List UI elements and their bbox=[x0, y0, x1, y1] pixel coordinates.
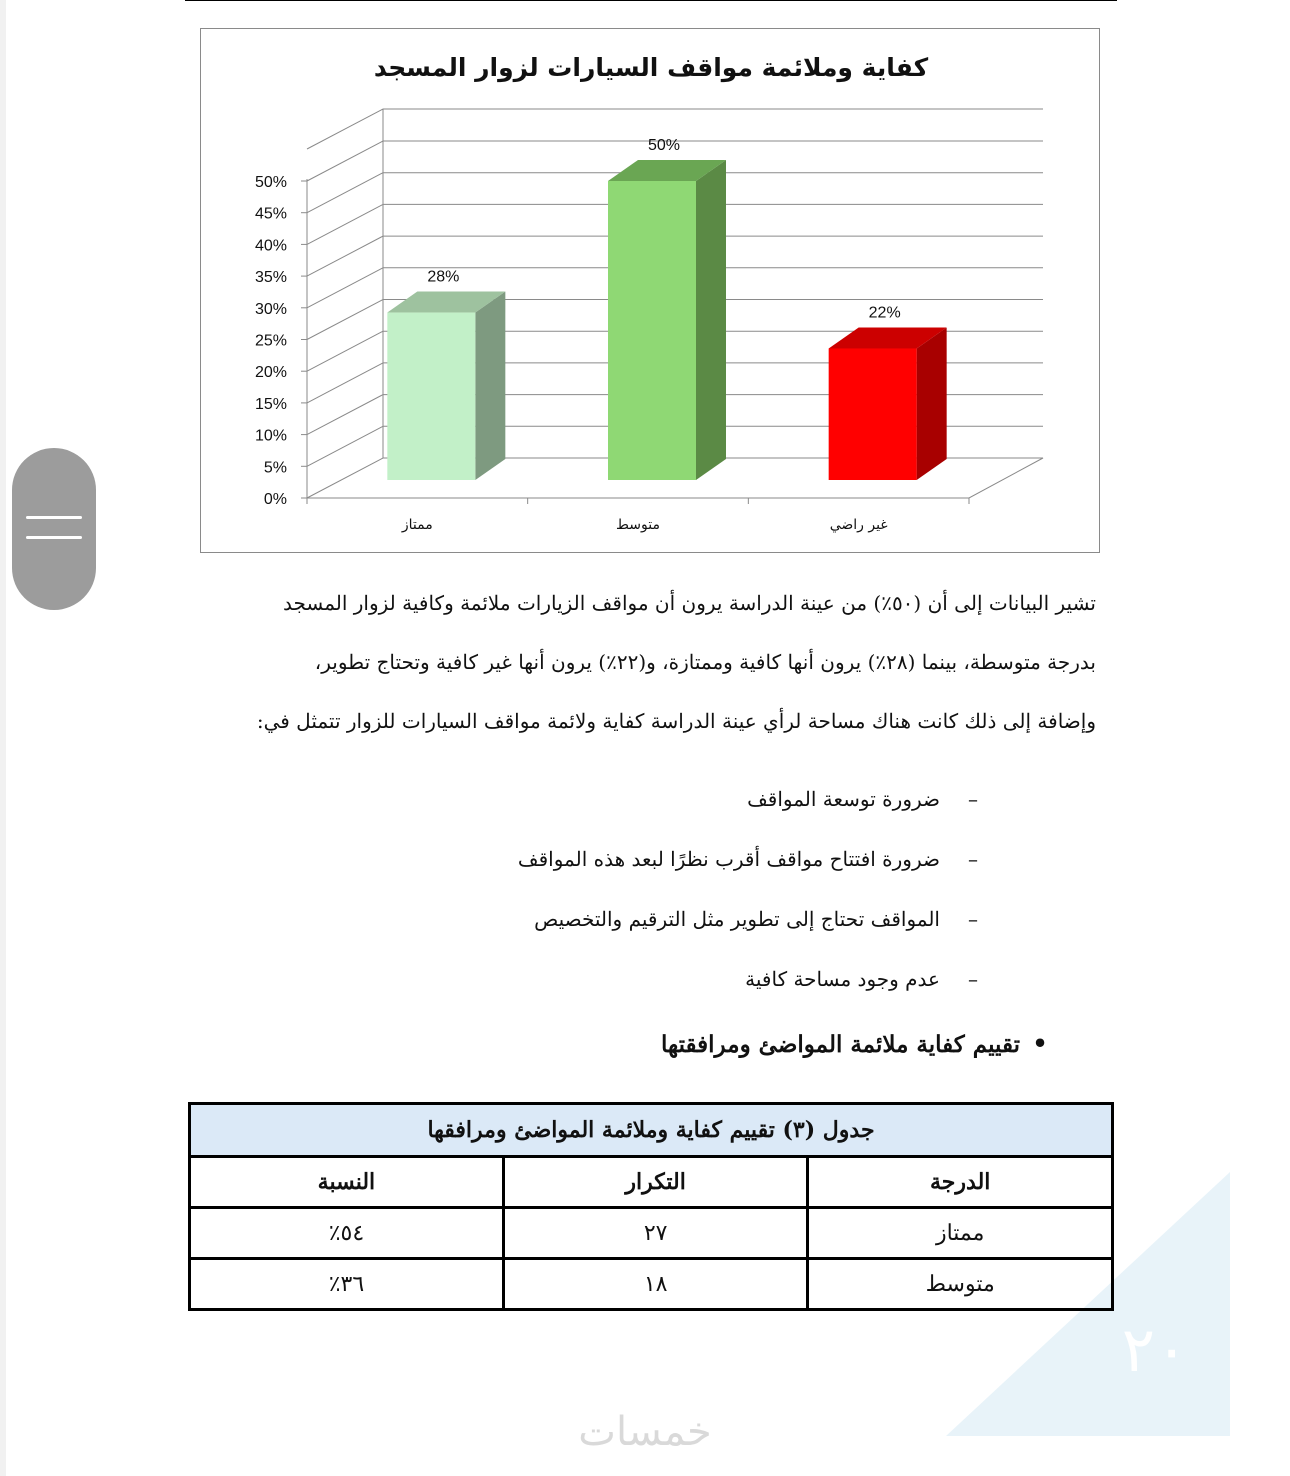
list-item bbox=[400, 892, 978, 952]
data-label: 22% bbox=[868, 304, 901, 322]
section-heading bbox=[400, 1022, 1060, 1067]
paragraph-line: تشير البيانات إلى أن (٥٠٪) من عينة الدراسة يرون أن مواقف الزيارات ملائمة وكافية لزوار المسجد bbox=[282, 591, 1096, 615]
y-tick-label: 45% bbox=[254, 205, 287, 223]
handle-line-icon bbox=[26, 536, 82, 539]
gridline-depth bbox=[307, 236, 383, 276]
page-left-edge bbox=[0, 0, 6, 1476]
top-rule bbox=[185, 0, 1117, 1]
chart-title: كفاية وملائمة مواقف السيارات لزوار المسجد bbox=[373, 53, 929, 82]
suggestions-list bbox=[400, 772, 978, 1012]
paragraph-line: وإضافة إلى ذلك كانت هناك مساحة لرأي عينة الدراسة كفاية ولائمة مواقف السيارات للزوار تتمثل في: bbox=[256, 709, 1096, 733]
list-item-text: عدم وجود مساحة كافية bbox=[745, 967, 940, 991]
y-tick-label: 50% bbox=[254, 174, 287, 191]
brand-watermark: خمسات bbox=[578, 1409, 712, 1455]
table-cell: ٣٦٪ bbox=[190, 1259, 504, 1310]
table-cell: ٥٤٪ bbox=[190, 1208, 504, 1259]
list-item bbox=[400, 832, 978, 892]
dash-icon: – bbox=[968, 787, 978, 811]
category-label: ممتاز bbox=[401, 517, 433, 533]
bar bbox=[608, 181, 696, 480]
dash-icon: – bbox=[968, 967, 978, 991]
bar bbox=[387, 313, 475, 480]
table-cell: ممتاز bbox=[808, 1208, 1113, 1259]
table-header-cell: الدرجة bbox=[808, 1157, 1113, 1208]
table-header-cell: التكرار bbox=[503, 1157, 808, 1208]
gridline-depth bbox=[307, 268, 383, 308]
table-header-cell: النسبة bbox=[190, 1157, 504, 1208]
gridline-depth bbox=[307, 426, 383, 466]
gridline-depth bbox=[307, 458, 383, 498]
dash-icon: – bbox=[968, 907, 978, 931]
bullet-icon: • bbox=[1032, 1029, 1048, 1058]
page-number: ٢٠ bbox=[1121, 1313, 1189, 1386]
category-label: متوسط bbox=[616, 517, 660, 533]
y-tick-label: 15% bbox=[254, 395, 287, 413]
list-item-text: ضرورة افتتاح مواقف أقرب نظرًا لبعد هذه المواقف bbox=[517, 847, 940, 871]
table-cell: ١٨ bbox=[503, 1259, 808, 1310]
gridline-depth bbox=[307, 331, 383, 371]
gridline-depth bbox=[307, 204, 383, 244]
category-label: غير راضي bbox=[829, 517, 888, 533]
chart-panel bbox=[200, 28, 1100, 553]
y-tick-label: 25% bbox=[254, 332, 287, 350]
gridline-depth bbox=[307, 300, 383, 340]
data-label: 50% bbox=[647, 137, 681, 154]
bar bbox=[829, 348, 917, 480]
y-tick-label: 10% bbox=[254, 427, 287, 445]
list-item bbox=[400, 772, 978, 832]
list-item-text: ضرورة توسعة المواقف bbox=[747, 787, 940, 811]
data-table bbox=[188, 1102, 1114, 1311]
gridline-depth bbox=[307, 141, 383, 181]
paragraph-line: بدرجة متوسطة، بينما (٢٨٪) يرون أنها كافية وممتازة، و(٢٢٪) يرون أنها غير كافية وتحتاج تطوير، bbox=[314, 650, 1096, 674]
table-row bbox=[190, 1259, 1113, 1310]
list-item bbox=[400, 952, 978, 1012]
table-row bbox=[190, 1208, 1113, 1259]
table-header-row bbox=[190, 1157, 1113, 1208]
list-item-text: المواقف تحتاج إلى تطوير مثل الترقيم والتخصيص bbox=[534, 907, 940, 931]
y-tick-label: 5% bbox=[263, 459, 287, 477]
handle-line-icon bbox=[26, 516, 82, 519]
y-tick-label: 0% bbox=[263, 491, 287, 508]
gridline-depth bbox=[307, 395, 383, 435]
bar-side bbox=[475, 292, 505, 480]
y-tick-label: 30% bbox=[254, 300, 287, 318]
body-paragraph bbox=[200, 574, 1096, 751]
table-cell: متوسط bbox=[808, 1259, 1113, 1310]
section-heading-text: تقييم كفاية ملائمة المواضئ ومرافقتها bbox=[660, 1031, 1020, 1058]
gridline-depth bbox=[307, 363, 383, 403]
y-tick-label: 40% bbox=[254, 237, 287, 255]
table-caption: جدول (٣) تقييم كفاية وملائمة المواضئ ومرافقها bbox=[190, 1104, 1113, 1157]
data-label: 28% bbox=[427, 268, 460, 286]
gridline-depth bbox=[307, 173, 383, 213]
dash-icon: – bbox=[968, 847, 978, 871]
gridline-depth bbox=[307, 109, 383, 149]
side-menu-handle[interactable] bbox=[12, 448, 96, 610]
bar-chart bbox=[201, 29, 1101, 554]
table-cell: ٢٧ bbox=[503, 1208, 808, 1259]
bar-side bbox=[917, 327, 947, 480]
bar-side bbox=[696, 160, 726, 480]
y-tick-label: 35% bbox=[254, 269, 287, 287]
y-tick-label: 20% bbox=[254, 364, 287, 382]
